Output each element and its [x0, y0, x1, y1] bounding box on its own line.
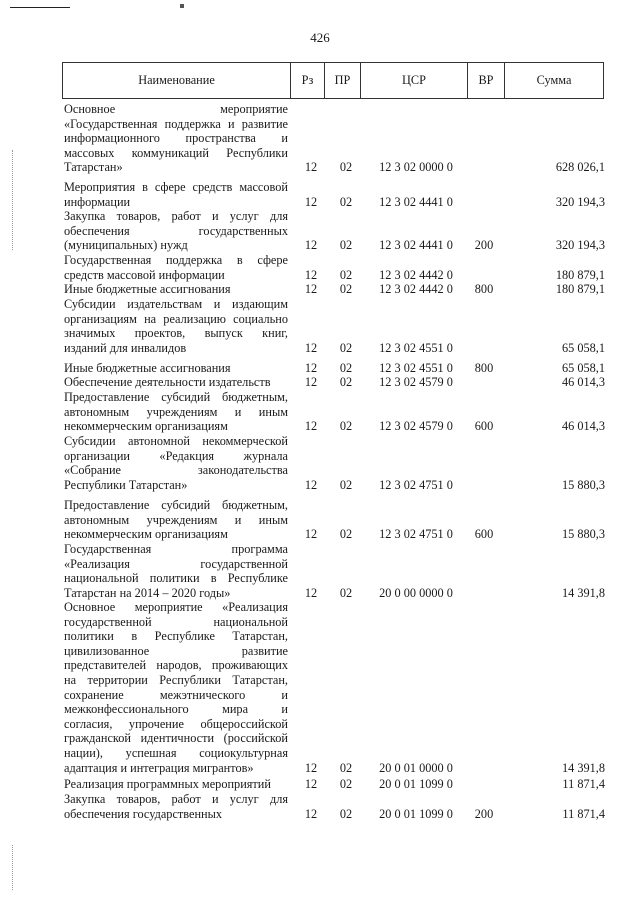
- row-name: [64, 375, 288, 390]
- row-name-line: межконфессионального мира и: [64, 702, 288, 717]
- header-csr: ЦСР: [360, 63, 467, 98]
- row-vr: 200: [474, 238, 494, 253]
- table-row: [0, 375, 640, 390]
- row-sum: 14 391,8: [561, 760, 605, 775]
- table-row: [0, 498, 640, 542]
- row-pr: 02: [339, 340, 353, 355]
- row-name-line: Субсидии автономной некоммерческой: [64, 434, 288, 448]
- row-rz: 12: [304, 238, 318, 253]
- row-name-line: изданий для инвалидов: [64, 340, 187, 355]
- row-name: [64, 434, 288, 492]
- row-pr: 02: [339, 419, 353, 434]
- row-rz: 12: [304, 777, 318, 791]
- row-name: [64, 542, 288, 600]
- row-name-line: адаптация и интеграция мигрантов»: [64, 760, 254, 775]
- table-row: [0, 777, 640, 792]
- row-rz: 12: [304, 194, 318, 209]
- row-name-line: (муниципальных) нужд: [64, 238, 188, 253]
- row-name-line: «Реализация государственной: [64, 556, 288, 571]
- row-csr: 12 3 02 4551 0: [379, 361, 453, 375]
- row-rz: 12: [304, 267, 318, 282]
- row-name-line: средств массовой информации: [64, 267, 225, 282]
- row-name-line: Субсидии издательствам и издающим: [64, 297, 288, 311]
- row-csr: 20 0 00 0000 0: [379, 585, 453, 600]
- row-name: [64, 498, 288, 542]
- row-pr: 02: [339, 375, 353, 389]
- row-pr: 02: [339, 760, 353, 775]
- row-pr: 02: [339, 477, 353, 492]
- row-name: [64, 180, 288, 209]
- row-name-line: Основное мероприятие: [64, 102, 288, 116]
- row-name-line: государственной национальной: [64, 614, 288, 629]
- row-name: [64, 102, 288, 175]
- row-rz: 12: [304, 419, 318, 434]
- row-csr: 20 0 01 1099 0: [379, 806, 453, 821]
- row-name-line: Иные бюджетные ассигнования: [64, 282, 231, 296]
- row-vr: 800: [474, 361, 494, 375]
- row-name-line: политики в Республике Татарстан,: [64, 629, 288, 644]
- row-rz: 12: [304, 806, 318, 821]
- row-name-line: нации), успешная социокультурная: [64, 745, 288, 760]
- row-name-line: согласия, упрочение общероссийской: [64, 716, 288, 731]
- row-sum: 11 871,4: [562, 777, 605, 791]
- row-sum: 180 879,1: [555, 282, 605, 296]
- row-sum: 46 014,3: [561, 375, 605, 389]
- row-rz: 12: [304, 760, 318, 775]
- row-sum: 65 058,1: [561, 340, 605, 355]
- row-name: [64, 297, 288, 355]
- row-csr: 12 3 02 4441 0: [379, 194, 453, 209]
- row-name-line: цивилизованное развитие: [64, 643, 288, 658]
- row-sum: 46 014,3: [561, 419, 605, 434]
- margin-dots-lower: [12, 845, 15, 890]
- row-name-line: Татарстан на 2014 – 2020 годы»: [64, 585, 231, 600]
- table-row: [0, 434, 640, 492]
- row-vr: 600: [474, 527, 494, 542]
- row-name-line: Государственная программа: [64, 542, 288, 556]
- row-sum: 15 880,3: [561, 527, 605, 542]
- row-pr: 02: [339, 361, 353, 375]
- table-row: [0, 600, 640, 775]
- row-name: [64, 361, 288, 376]
- row-csr: 12 3 02 4442 0: [379, 267, 453, 282]
- table-row: [0, 792, 640, 821]
- row-sum: 320 194,3: [555, 194, 605, 209]
- table-row: [0, 390, 640, 434]
- row-name-line: сохранение межэтнического и: [64, 687, 288, 702]
- row-name-line: национальной политики в Республике: [64, 571, 288, 586]
- row-rz: 12: [304, 527, 318, 542]
- row-name-line: автономным учреждениям и иным: [64, 404, 288, 419]
- row-name-line: «Государственная поддержка и развитие: [64, 116, 288, 131]
- row-sum: 628 026,1: [555, 160, 605, 175]
- row-name-line: на территории Республики Татарстан,: [64, 672, 288, 687]
- row-name-line: Мероприятия в сфере средств массовой: [64, 180, 288, 194]
- row-vr: 600: [474, 419, 494, 434]
- row-rz: 12: [304, 585, 318, 600]
- row-name: [64, 209, 288, 253]
- row-name-line: Обеспечение деятельности издательств: [64, 375, 271, 389]
- scan-mark: [180, 4, 184, 8]
- row-name-line: Закупка товаров, работ и услуг для: [64, 792, 288, 806]
- row-name-line: Предоставление субсидий бюджетным,: [64, 498, 288, 512]
- row-rz: 12: [304, 160, 318, 175]
- row-pr: 02: [339, 282, 353, 296]
- row-name-line: информации: [64, 194, 131, 209]
- row-rz: 12: [304, 477, 318, 492]
- row-pr: 02: [339, 267, 353, 282]
- row-vr: 800: [474, 282, 494, 296]
- header-rz: Рз: [290, 63, 324, 98]
- row-csr: 20 0 01 0000 0: [379, 760, 453, 775]
- header-pr: ПР: [324, 63, 360, 98]
- row-csr: 12 3 02 4579 0: [379, 375, 453, 389]
- row-rz: 12: [304, 361, 318, 375]
- table-row: [0, 282, 640, 297]
- row-csr: 20 0 01 1099 0: [379, 777, 453, 791]
- row-name: [64, 600, 288, 775]
- row-name-line: организациям на реализацию социально: [64, 311, 288, 326]
- row-name-line: Иные бюджетные ассигнования: [64, 361, 231, 375]
- row-name-line: массовых коммуникаций Республики: [64, 145, 288, 160]
- row-rz: 12: [304, 375, 318, 389]
- row-sum: 320 194,3: [555, 238, 605, 253]
- row-name: [64, 777, 288, 792]
- table-row: [0, 253, 640, 282]
- row-name-line: организации «Редакция журнала: [64, 448, 288, 463]
- row-name-line: значимых проектов, выпуск книг,: [64, 326, 288, 341]
- row-csr: 12 3 02 4441 0: [379, 238, 453, 253]
- row-name-line: Предоставление субсидий бюджетным,: [64, 390, 288, 404]
- table-row: [0, 297, 640, 355]
- row-name-line: гражданской идентичности (российской: [64, 731, 288, 746]
- row-name-line: Республики Татарстан»: [64, 477, 188, 492]
- table-header: [62, 62, 604, 99]
- row-vr: 200: [474, 806, 494, 821]
- row-csr: 12 3 02 0000 0: [379, 160, 453, 175]
- row-sum: 14 391,8: [561, 585, 605, 600]
- row-pr: 02: [339, 806, 353, 821]
- row-name-line: Основное мероприятие «Реализация: [64, 600, 288, 614]
- row-sum: 65 058,1: [561, 361, 605, 375]
- row-pr: 02: [339, 585, 353, 600]
- row-name-line: обеспечения государственных: [64, 806, 223, 821]
- table-row: [0, 180, 640, 209]
- row-name: [64, 390, 288, 434]
- row-name-line: Татарстан»: [64, 160, 123, 175]
- row-pr: 02: [339, 194, 353, 209]
- row-sum: 180 879,1: [555, 267, 605, 282]
- row-pr: 02: [339, 777, 353, 791]
- table-row: [0, 102, 640, 175]
- row-name-line: «Собрание законодательства: [64, 463, 288, 478]
- row-name-line: обеспечения государственных: [64, 223, 288, 238]
- row-name-line: автономным учреждениям и иным: [64, 512, 288, 527]
- row-rz: 12: [304, 282, 318, 296]
- row-sum: 11 871,4: [562, 806, 605, 821]
- row-pr: 02: [339, 160, 353, 175]
- row-name-line: Государственная поддержка в сфере: [64, 253, 288, 267]
- row-csr: 12 3 02 4551 0: [379, 340, 453, 355]
- row-name-line: некоммерческим организациям: [64, 527, 228, 542]
- row-name-line: информационного пространства и: [64, 131, 288, 146]
- row-name: [64, 792, 288, 821]
- row-name-line: некоммерческим организациям: [64, 419, 228, 434]
- page-number: 426: [310, 30, 330, 45]
- header-vr: ВР: [467, 63, 504, 98]
- table-row: [0, 361, 640, 376]
- row-pr: 02: [339, 238, 353, 253]
- row-csr: 12 3 02 4579 0: [379, 419, 453, 434]
- row-name-line: представителей народов, проживающих: [64, 658, 288, 673]
- row-pr: 02: [339, 527, 353, 542]
- header-sum: Сумма: [504, 63, 603, 98]
- row-name-line: Закупка товаров, работ и услуг для: [64, 209, 288, 223]
- row-csr: 12 3 02 4751 0: [379, 527, 453, 542]
- row-name-line: Реализация программных мероприятий: [64, 777, 271, 791]
- top-rule: [10, 7, 70, 8]
- header-name: Наименование: [138, 73, 215, 87]
- row-name: [64, 253, 288, 282]
- row-csr: 12 3 02 4751 0: [379, 477, 453, 492]
- row-rz: 12: [304, 340, 318, 355]
- table-row: [0, 209, 640, 253]
- table-row: [0, 542, 640, 600]
- row-name: [64, 282, 288, 297]
- row-sum: 15 880,3: [561, 477, 605, 492]
- row-csr: 12 3 02 4442 0: [379, 282, 453, 296]
